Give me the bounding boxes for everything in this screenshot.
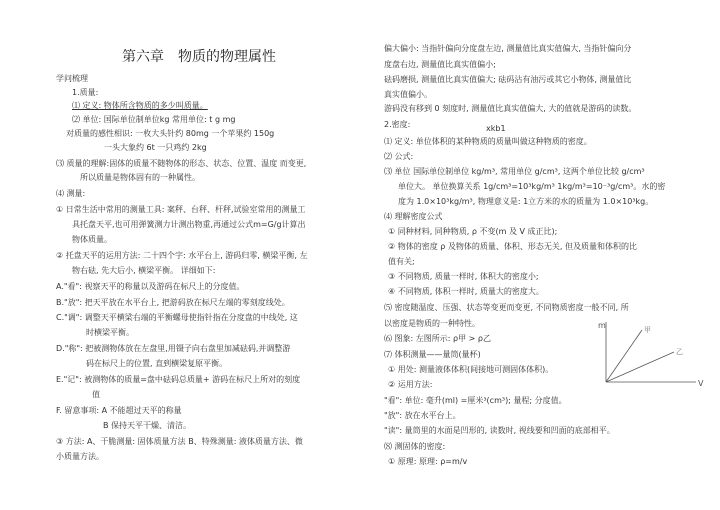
text-line: A."看": 视察天平的称量以及游码在标尺上的分度值。 [56, 282, 245, 291]
text-line: "看": 单位: 毫升(ml) =厘米³(cm³); 量程; 分度值。 [384, 396, 567, 405]
text-line: 值有关; [388, 257, 415, 266]
text-line: 物体质量。 [72, 235, 112, 244]
y-axis-label: m [598, 321, 606, 330]
text-line: ⑶ 单位 国际单位制单位 kg/m³, 常用单位 g/cm³, 这两个单位比较 g/cm³ [384, 167, 645, 176]
text-line: 偏大偏小: 当指针偏向分度盘左边, 测量值比真实值偏大, 当指针偏向分 [384, 44, 632, 53]
text-line: 砝码磨损, 测量值比真实值偏大; 砝码沾有油污或其它小物体, 测量值比 [384, 75, 632, 84]
text-line: ⑹ 图象: 左图所示: ρ甲 > ρ乙 [384, 334, 491, 343]
text-line: ① 原理: 原理: ρ=m/v [388, 457, 468, 466]
text-line: ④ 不同物质, 体积一样时, 质量大的密度大。 [388, 287, 544, 296]
text-line: ③ 不同物质, 质量一样时, 体积大的密度小; [388, 272, 539, 281]
text-line: ② 物体的密度 ρ 及物体的质量、体积、形态无关, 但及质量和体积的比 [388, 242, 637, 251]
text-line: 对质量的感性相识: 一枚大头针约 80mg 一个苹果约 150g [66, 129, 275, 138]
text-line: 度盘右边, 测量值比真实值偏小; [384, 60, 496, 69]
text-line: 以密度是物质的一种特性。 [384, 319, 480, 328]
text-line: ⑸ 密度随温度、压强、状态等变更而变更, 不同物质密度一般不同, 所 [384, 303, 629, 312]
text-line: ① 日常生活中常用的测量工具: 案秤、台秤、杆秤,试验室常用的测量工 [56, 205, 306, 214]
text-line: C."调": 调整天平横梁右端的平衡螺母使指针指在分度盘的中线处, 这 [56, 313, 298, 322]
text-line: E."记": 被测物体的质量=盘中砝码总质量+ 游码在标尺上所对的刻度 [56, 375, 301, 384]
text-line: ⑷ 理解密度公式 [384, 212, 443, 221]
line-yi-label: 乙 [676, 348, 683, 356]
text-line: ⑴ 定义: 物体所含物质的多少叫质量。 [72, 101, 208, 110]
chapter-title: 第六章 物质的物理属性 [122, 49, 276, 65]
text-line: 物右砝, 先大后小, 横梁平衡。 详细如下: [72, 266, 216, 275]
text-line: ② 托盘天平的运用方法: 二十四个字: 水平台上, 游码归零, 横梁平衡, 左 [56, 251, 308, 260]
text-line: 值 [92, 390, 100, 399]
text-line: ② 运用方法: [388, 380, 433, 389]
text-line: 度为 1.0×10³kg/m³, 物理意义是: 1立方米的水的质量为 1.0×10³kg。 [398, 197, 654, 206]
text-line: B 保持天平干燥、清洁。 [103, 421, 192, 430]
text-line: ⑴ 定义: 单位体积的某种物质的质量叫做这种物质的密度。 [384, 137, 592, 146]
text-line: "读": 量筒里的水面是凹形的, 读数时, 视线要和凹面的底部相平。 [384, 426, 615, 435]
text-line: 时横梁平衡。 [86, 328, 134, 337]
text-line: ⑻ 测固体的密度: [384, 442, 446, 451]
x-axis-label: V [698, 379, 704, 388]
text-line: D."称": 把被测物体放在左盘里,用镊子向右盘里加减砝码,并调整游 [56, 344, 291, 353]
text-line: F. 留意事项: A 不能超过天平的称量 [56, 406, 182, 415]
text-line: ⑶ 质量的理解:固体的质量不随物体的形态、状态、位置、温度 而变更, [56, 159, 307, 168]
text-line: ⑵ 公式: [384, 152, 414, 161]
text-line: ⑵ 单位: 国际单位制单位kg 常用单位: t g mg [72, 115, 236, 124]
section-heading: 学问梳理 [56, 74, 88, 83]
text-line: ⑷ 测量: [56, 189, 86, 198]
text-line: 游码没有移到 0 刻度时, 测量值比真实值偏大, 大的值就是游码的读数。 [384, 104, 637, 113]
text-line: ① 同种材料, 同种物质, ρ 不变(m 及 V 成正比); [388, 227, 558, 236]
text-line: 一头大象约 6t 一只鸡约 2kg [104, 143, 207, 152]
text-line: 码在标尺上的位置, 直到横梁复原平衡。 [86, 359, 228, 368]
text-line: ③ 方法: A、干脆测量: 固体质量方法 B、特殊测量: 液体质量方法、微 [56, 437, 303, 446]
line-jia-label: 甲 [644, 326, 651, 334]
text-line: ⑺ 体积测量——量筒(量杯) [384, 350, 481, 359]
text-line: 小质量方法。 [56, 452, 104, 461]
section-heading: 2.密度: [384, 120, 411, 129]
text-line: 真实值偏小。 [384, 90, 432, 99]
text-line: 1.质量: [72, 88, 99, 97]
text-line: 所以质量是物体固有的一种属性。 [80, 173, 200, 182]
mass-volume-graph [596, 316, 706, 388]
formula-label: xkb1 [486, 124, 506, 133]
text-line: B."放": 把天平放在水平台上, 把游码放在标尺左端的零刻度线处。 [56, 298, 290, 307]
text-line: 具托盘天平,也可用弹簧测力计测出物重,再通过公式m=G/g计算出 [72, 220, 306, 229]
text-line: "放": 放在水平台上。 [384, 411, 461, 420]
text-line: ① 用处: 测量液体体积(间接地可测固体体积)。 [388, 365, 554, 374]
text-line: 单位大。 单位换算关系 1g/cm³=10³kg/m³ 1kg/m³=10⁻³g/cm³。水的密 [398, 182, 666, 191]
